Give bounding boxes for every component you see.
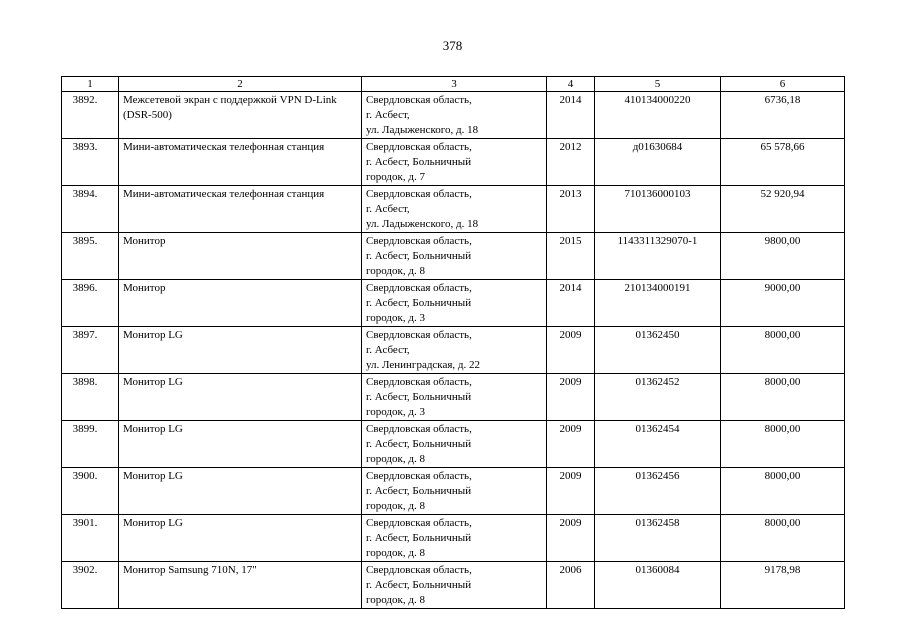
item-cost: 8000,00: [721, 421, 845, 468]
item-address: [362, 468, 547, 515]
inventory-number: 01362456: [595, 468, 721, 515]
address-line: г. Асбест, Больничный: [366, 438, 472, 450]
item-name: Монитор LG: [119, 468, 362, 515]
item-year: 2009: [547, 468, 595, 515]
inventory-number: 01362454: [595, 421, 721, 468]
item-cost: 9000,00: [721, 280, 845, 327]
item-year: 2015: [547, 233, 595, 280]
item-address: [362, 515, 547, 562]
item-year: 2009: [547, 327, 595, 374]
address-line: Свердловская область,: [366, 141, 472, 153]
address-line: г. Асбест, Больничный: [366, 391, 472, 403]
table-row: [62, 280, 845, 327]
item-cost: 8000,00: [721, 327, 845, 374]
item-address: [362, 421, 547, 468]
row-number: 3899.: [62, 421, 119, 468]
page-number: 378: [442, 38, 463, 53]
item-cost: 6736,18: [721, 92, 845, 139]
address-line: Свердловская область,: [366, 423, 472, 435]
item-address: [362, 327, 547, 374]
row-number: 3895.: [62, 233, 119, 280]
item-address: [362, 280, 547, 327]
address-line: г. Асбест, Больничный: [366, 485, 472, 497]
item-year: 2009: [547, 515, 595, 562]
address-line: г. Асбест,: [366, 109, 410, 121]
address-line: Свердловская область,: [366, 376, 472, 388]
item-year: 2012: [547, 139, 595, 186]
inventory-number: 01362450: [595, 327, 721, 374]
table-row: [62, 233, 845, 280]
row-number: 3896.: [62, 280, 119, 327]
address-line: Свердловская область,: [366, 282, 472, 294]
table-row: [62, 92, 845, 139]
row-number: 3902.: [62, 562, 119, 609]
address-line: городок, д. 3: [366, 406, 425, 418]
inventory-number: 710136000103: [595, 186, 721, 233]
table-row: [62, 421, 845, 468]
item-name: Мини-автоматическая телефонная станция: [119, 186, 362, 233]
item-name: Монитор LG: [119, 421, 362, 468]
table-body: [62, 77, 845, 609]
row-number: 3893.: [62, 139, 119, 186]
item-cost: 52 920,94: [721, 186, 845, 233]
table-row: [62, 374, 845, 421]
address-line: городок, д. 3: [366, 312, 425, 324]
column-number-row: [62, 77, 845, 92]
address-line: городок, д. 7: [366, 171, 425, 183]
item-name: Мини-автоматическая телефонная станция: [119, 139, 362, 186]
item-name: Монитор: [119, 280, 362, 327]
table-row: [62, 468, 845, 515]
item-address: [362, 139, 547, 186]
item-cost: 9178,98: [721, 562, 845, 609]
item-name: Монитор Samsung 710N, 17": [119, 562, 362, 609]
item-year: 2009: [547, 374, 595, 421]
row-number: 3892.: [62, 92, 119, 139]
address-line: городок, д. 8: [366, 453, 425, 465]
table-row: [62, 515, 845, 562]
column-number: 4: [547, 77, 595, 92]
address-line: городок, д. 8: [366, 594, 425, 606]
address-line: Свердловская область,: [366, 188, 472, 200]
item-name: Монитор: [119, 233, 362, 280]
item-address: [362, 562, 547, 609]
inventory-number: 210134000191: [595, 280, 721, 327]
address-line: Свердловская область,: [366, 470, 472, 482]
item-name: Межсетевой экран с поддержкой VPN D-Link (DSR-500): [119, 92, 362, 139]
item-cost: 8000,00: [721, 374, 845, 421]
inventory-number: 1143311329070-1: [595, 233, 721, 280]
row-number: 3894.: [62, 186, 119, 233]
address-line: ул. Ладыженского, д. 18: [366, 218, 479, 230]
address-line: городок, д. 8: [366, 500, 425, 512]
property-registry-table: [61, 76, 845, 609]
table-row: [62, 139, 845, 186]
address-line: г. Асбест,: [366, 203, 410, 215]
item-cost: 8000,00: [721, 515, 845, 562]
table-row: [62, 562, 845, 609]
address-line: г. Асбест, Больничный: [366, 297, 472, 309]
address-line: г. Асбест, Больничный: [366, 579, 472, 591]
inventory-number: д01630684: [595, 139, 721, 186]
column-number: 1: [62, 77, 119, 92]
item-name: Монитор LG: [119, 374, 362, 421]
item-year: 2014: [547, 92, 595, 139]
address-line: Свердловская область,: [366, 564, 472, 576]
address-line: городок, д. 8: [366, 547, 425, 559]
address-line: г. Асбест, Больничный: [366, 532, 472, 544]
column-number: 2: [119, 77, 362, 92]
row-number: 3898.: [62, 374, 119, 421]
item-address: [362, 233, 547, 280]
row-number: 3897.: [62, 327, 119, 374]
column-number: 6: [721, 77, 845, 92]
item-address: [362, 92, 547, 139]
address-line: ул. Ладыженского, д. 18: [366, 124, 479, 136]
column-number: 5: [595, 77, 721, 92]
item-address: [362, 186, 547, 233]
inventory-number: 01360084: [595, 562, 721, 609]
address-line: г. Асбест,: [366, 344, 410, 356]
item-address: [362, 374, 547, 421]
address-line: Свердловская область,: [366, 235, 472, 247]
item-name: Монитор LG: [119, 327, 362, 374]
column-number: 3: [362, 77, 547, 92]
address-line: ул. Ленинградская, д. 22: [366, 359, 481, 371]
row-number: 3901.: [62, 515, 119, 562]
inventory-number: 410134000220: [595, 92, 721, 139]
inventory-number: 01362452: [595, 374, 721, 421]
address-line: Свердловская область,: [366, 517, 472, 529]
address-line: Свердловская область,: [366, 94, 472, 106]
table-row: [62, 186, 845, 233]
item-year: 2006: [547, 562, 595, 609]
address-line: г. Асбест, Больничный: [366, 250, 472, 262]
row-number: 3900.: [62, 468, 119, 515]
table-row: [62, 327, 845, 374]
address-line: г. Асбест, Больничный: [366, 156, 472, 168]
item-cost: 9800,00: [721, 233, 845, 280]
item-cost: 65 578,66: [721, 139, 845, 186]
address-line: Свердловская область,: [366, 329, 472, 341]
item-cost: 8000,00: [721, 468, 845, 515]
item-year: 2013: [547, 186, 595, 233]
address-line: городок, д. 8: [366, 265, 425, 277]
item-year: 2009: [547, 421, 595, 468]
item-year: 2014: [547, 280, 595, 327]
inventory-number: 01362458: [595, 515, 721, 562]
item-name: Монитор LG: [119, 515, 362, 562]
